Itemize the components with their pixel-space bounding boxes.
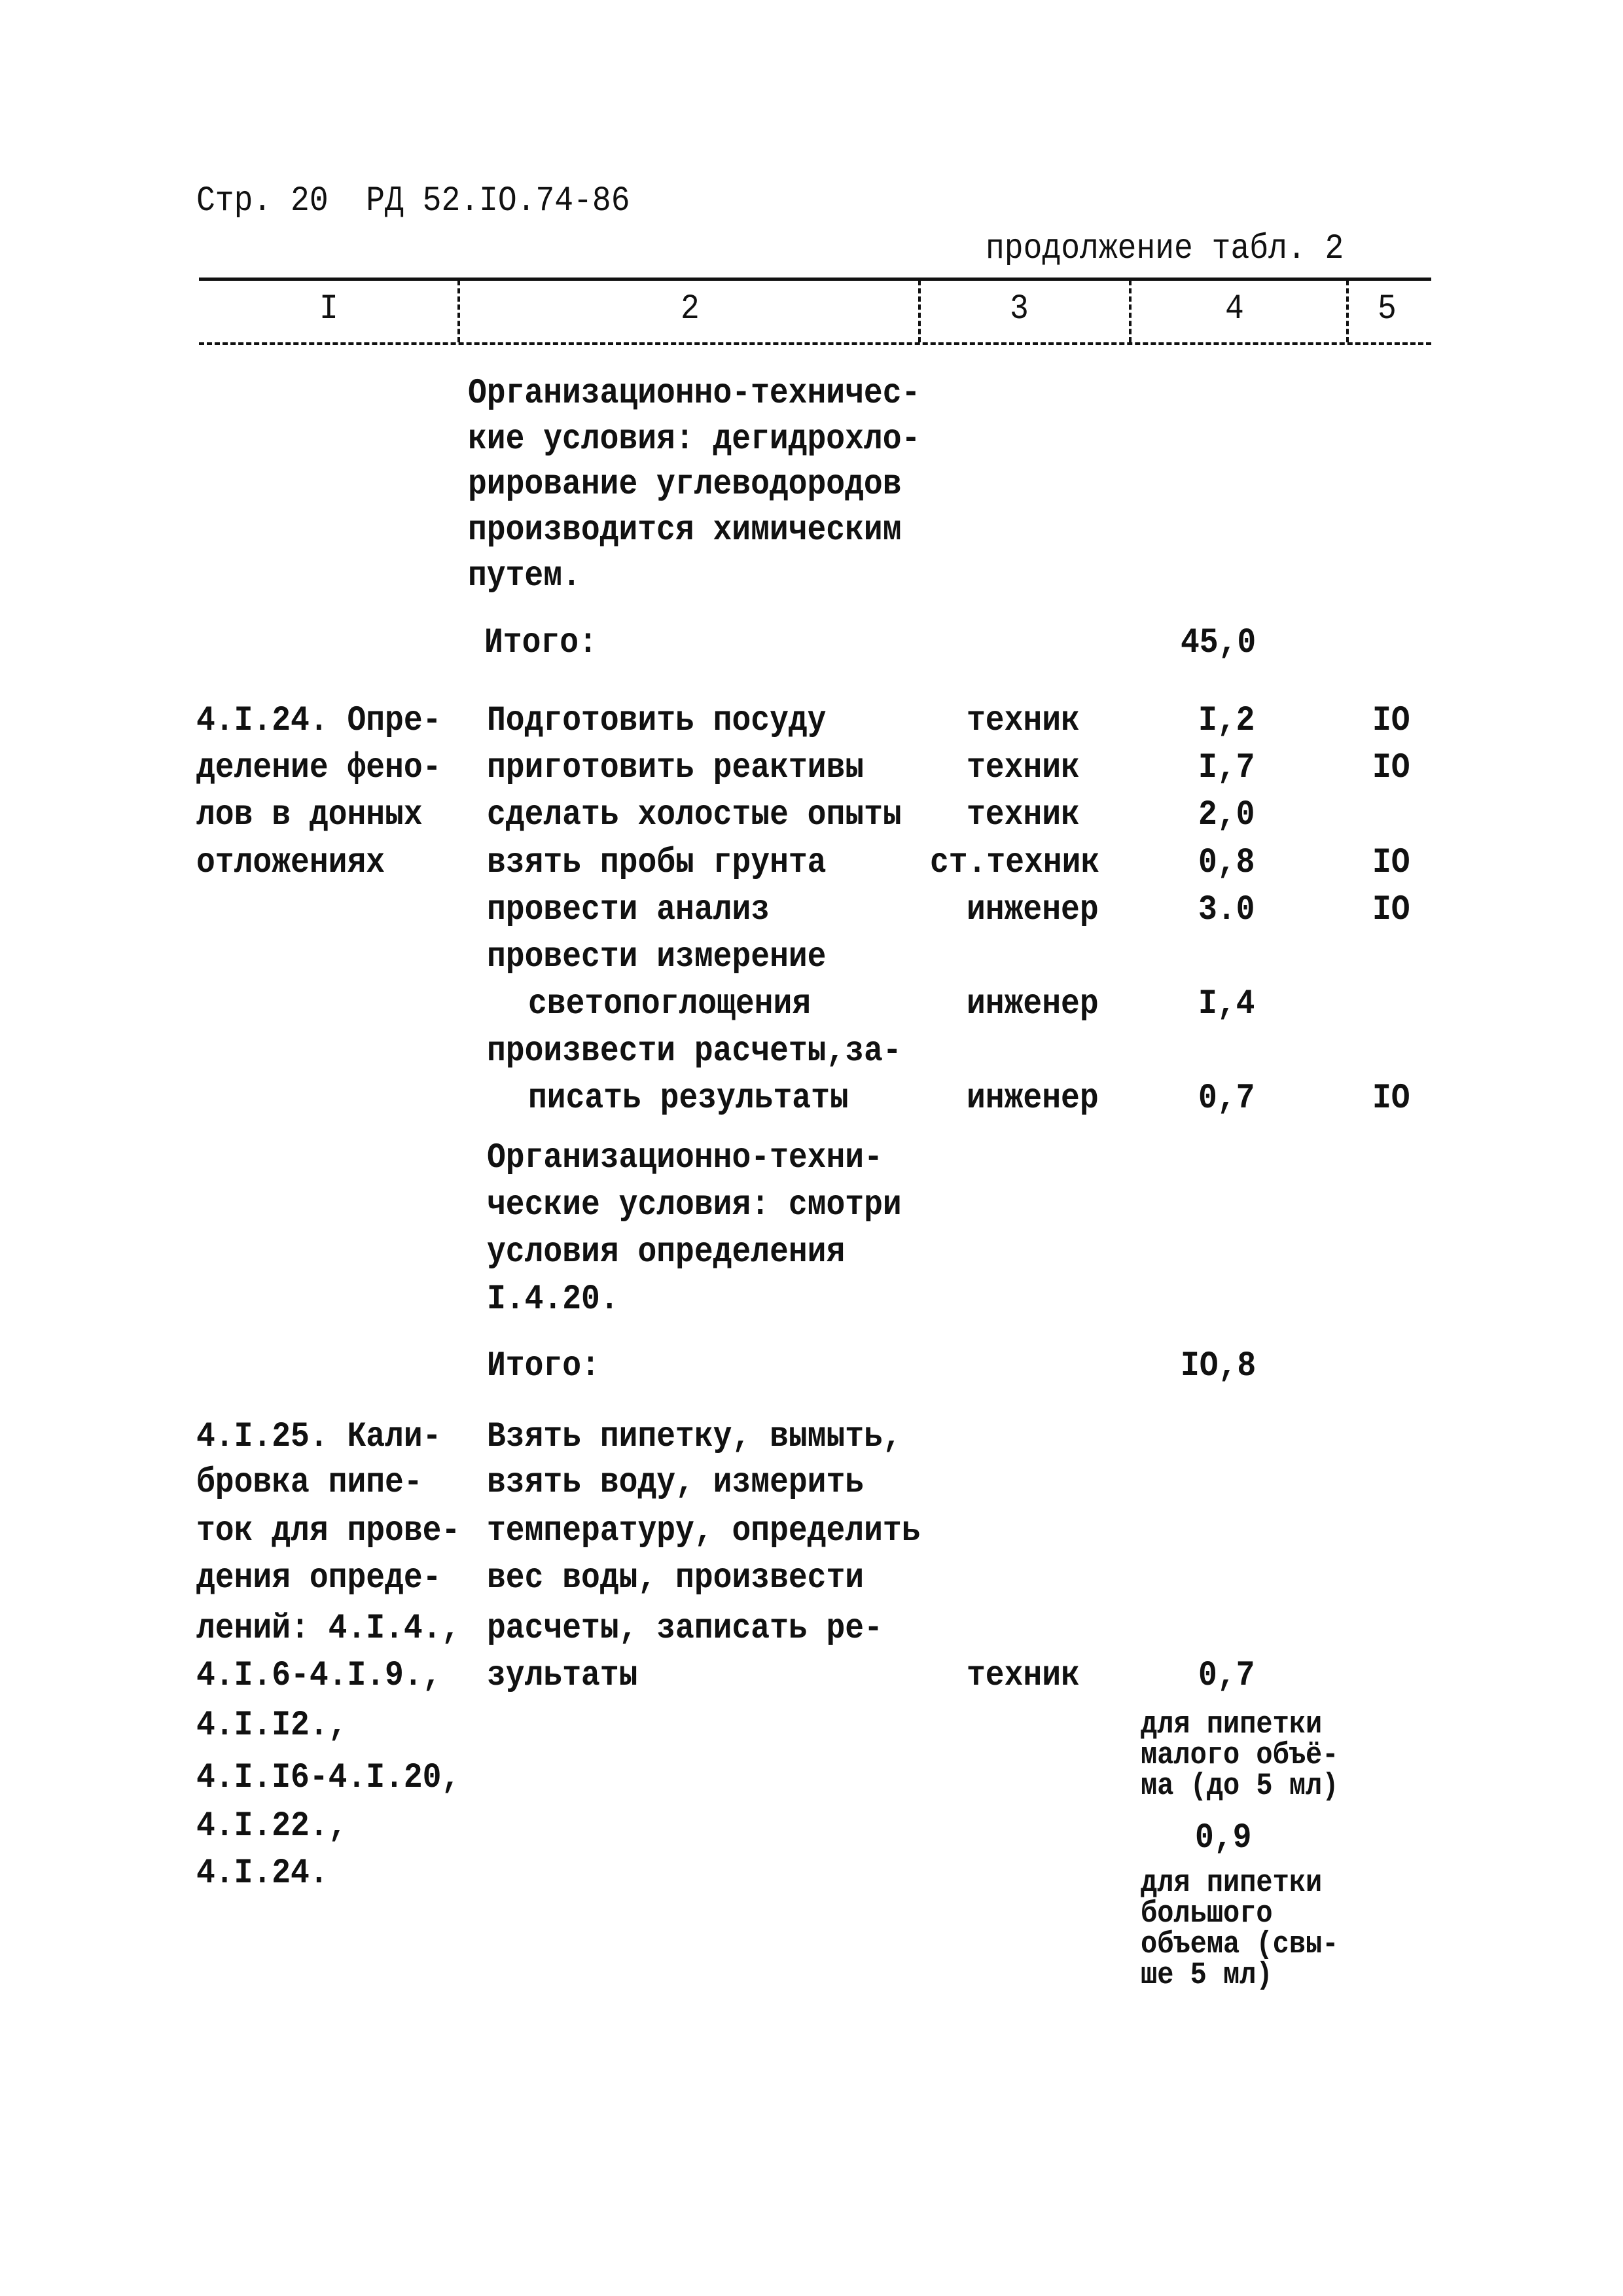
performer: техник bbox=[967, 748, 1080, 788]
item-title-line: лений: 4.I.4., bbox=[196, 1609, 461, 1649]
column-header-4: 4 bbox=[1225, 289, 1244, 329]
note-small-pipette: ма (до 5 мл) bbox=[1141, 1768, 1339, 1804]
performer: ст.техник bbox=[930, 843, 1100, 883]
item-title-line: лов в донных bbox=[196, 795, 423, 835]
performer: инженер bbox=[967, 984, 1099, 1024]
task: светопоглощения bbox=[528, 984, 812, 1024]
conditions-line: рирование углеводородов bbox=[468, 465, 902, 505]
item-title-line: 4.I.I2., bbox=[196, 1706, 348, 1746]
performer: техник bbox=[967, 795, 1080, 835]
task: писать результаты bbox=[528, 1079, 849, 1119]
column-header-1: I bbox=[319, 289, 338, 329]
table-continuation-label: продолжение табл. 2 bbox=[986, 229, 1344, 269]
time-norm-small-pipette: 0,7 bbox=[1198, 1656, 1255, 1696]
column-divider bbox=[1346, 280, 1349, 342]
note-large-pipette: ше 5 мл) bbox=[1141, 1957, 1273, 1993]
item-title-line: 4.I.6-4.I.9., bbox=[196, 1656, 442, 1696]
item-title-line: бровка пипе- bbox=[196, 1463, 423, 1503]
item-title-line: 4.I.24. Опре- bbox=[196, 701, 442, 741]
task: взять пробы грунта bbox=[487, 843, 827, 883]
note-large-pipette: объема (свы- bbox=[1141, 1926, 1339, 1962]
task: температуру, определить bbox=[487, 1511, 921, 1551]
column-header-5: 5 bbox=[1378, 289, 1397, 329]
task: зультаты bbox=[487, 1656, 638, 1696]
item-title-line: деление фено- bbox=[196, 748, 442, 788]
performer: техник bbox=[967, 1656, 1080, 1696]
column-divider bbox=[457, 280, 460, 342]
total-value: 45,0 bbox=[1181, 623, 1257, 663]
page-reference: Стр. 20 РД 52.IO.74-86 bbox=[196, 181, 630, 221]
conditions-line: производится химическим bbox=[468, 511, 902, 550]
conditions-line: кие условия: дегидрохло- bbox=[468, 420, 921, 459]
item-title-line: 4.I.I6-4.I.20, bbox=[196, 1758, 461, 1798]
item-title-line: 4.I.25. Кали- bbox=[196, 1417, 442, 1457]
note-large-pipette: большого bbox=[1141, 1895, 1273, 1931]
conditions-line: I.4.20. bbox=[487, 1280, 619, 1319]
task: Взять пипетку, вымыть, bbox=[487, 1417, 902, 1457]
time-norm: 0,8 bbox=[1198, 843, 1255, 883]
col5-value: IO bbox=[1372, 1079, 1410, 1119]
note-large-pipette: для пипетки bbox=[1141, 1865, 1323, 1901]
conditions-line: Организационно-техни- bbox=[487, 1138, 883, 1178]
task: провести измерение bbox=[487, 937, 827, 977]
time-norm: 0,7 bbox=[1198, 1079, 1255, 1119]
time-norm: I,2 bbox=[1198, 701, 1255, 741]
conditions-line: Организационно-техничес- bbox=[468, 374, 921, 414]
time-norm: I,7 bbox=[1198, 748, 1255, 788]
time-norm: 2,0 bbox=[1198, 795, 1255, 835]
col5-value: IO bbox=[1372, 843, 1410, 883]
item-title-line: ток для прове- bbox=[196, 1511, 461, 1551]
time-norm: 3.0 bbox=[1198, 890, 1255, 930]
column-header-2: 2 bbox=[681, 289, 700, 329]
time-norm: I,4 bbox=[1198, 984, 1255, 1024]
note-small-pipette: для пипетки bbox=[1141, 1706, 1323, 1742]
task: произвести расчеты,за- bbox=[487, 1031, 902, 1071]
performer: инженер bbox=[967, 890, 1099, 930]
item-title-line: отложениях bbox=[196, 843, 385, 883]
column-divider bbox=[1129, 280, 1132, 342]
task: расчеты, записать ре- bbox=[487, 1609, 883, 1649]
table-top-rule bbox=[199, 278, 1431, 281]
task: взять воду, измерить bbox=[487, 1463, 865, 1503]
col5-value: IO bbox=[1372, 748, 1410, 788]
time-norm-large-pipette: 0,9 bbox=[1195, 1818, 1252, 1858]
task: сделать холостые опыты bbox=[487, 795, 902, 835]
performer: инженер bbox=[967, 1079, 1099, 1119]
total-value: IO,8 bbox=[1181, 1346, 1257, 1386]
table-header-rule bbox=[199, 342, 1431, 345]
note-small-pipette: малого объё- bbox=[1141, 1737, 1339, 1773]
total-label: Итого: bbox=[487, 1346, 600, 1386]
conditions-line: ческие условия: смотри bbox=[487, 1185, 902, 1225]
item-title-line: 4.I.22., bbox=[196, 1806, 348, 1846]
conditions-line: условия определения bbox=[487, 1232, 846, 1272]
task: Подготовить посуду bbox=[487, 701, 827, 741]
performer: техник bbox=[967, 701, 1080, 741]
item-title-line: дения опреде- bbox=[196, 1558, 442, 1598]
task: вес воды, произвести bbox=[487, 1558, 865, 1598]
total-label: Итого: bbox=[484, 623, 597, 663]
task: провести анализ bbox=[487, 890, 770, 930]
conditions-line: путем. bbox=[468, 556, 581, 596]
task: приготовить реактивы bbox=[487, 748, 865, 788]
column-divider bbox=[918, 280, 921, 342]
column-header-3: 3 bbox=[1010, 289, 1029, 329]
col5-value: IO bbox=[1372, 701, 1410, 741]
col5-value: IO bbox=[1372, 890, 1410, 930]
item-title-line: 4.I.24. bbox=[196, 1854, 329, 1893]
